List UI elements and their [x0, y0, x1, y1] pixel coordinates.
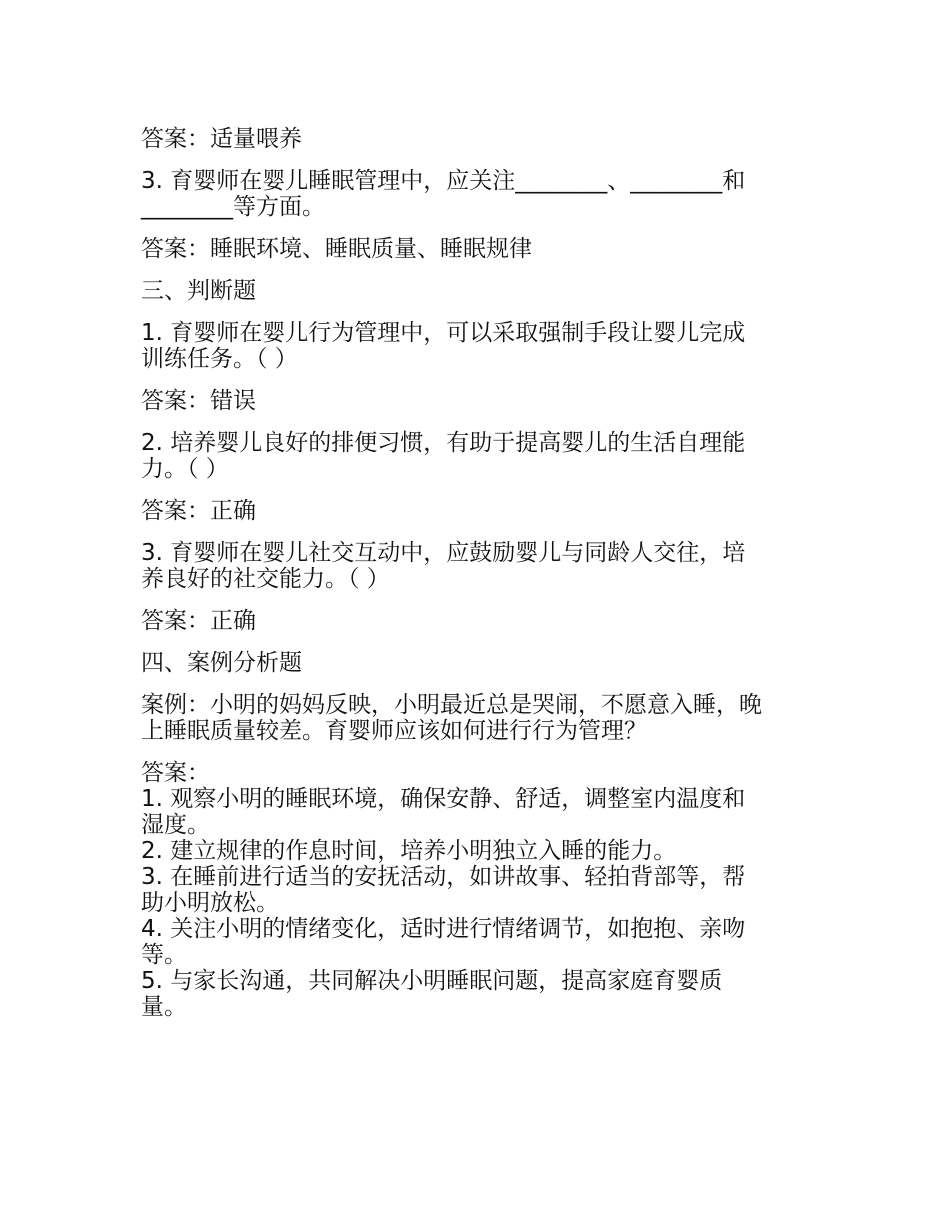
- previous-answer: [141, 126, 831, 152]
- case-answer: [141, 760, 831, 1020]
- question-line: 案例：小明的妈妈反映，小明最近总是哭闹，不愿意入睡，晚: [141, 692, 762, 718]
- document-page: [141, 126, 831, 1036]
- question-line: 3. 育婴师在婴儿睡眠管理中，应关注________、________和: [141, 168, 746, 194]
- answer-label: 答案：: [141, 760, 210, 786]
- answer-item: 等。: [141, 942, 187, 968]
- fill-question-3: [141, 168, 831, 220]
- judge-question-3: [141, 540, 831, 592]
- section-heading-case: [141, 650, 831, 676]
- question-line: 2. 培养婴儿良好的排便习惯，有助于提高婴儿的生活自理能: [141, 430, 746, 456]
- answer-item: 助小明放松。: [141, 890, 279, 916]
- answer-item: 4. 关注小明的情绪变化，适时进行情绪调节，如抱抱、亲吻: [141, 916, 746, 942]
- answer-text: 答案：正确: [141, 498, 256, 524]
- answer-item: 1. 观察小明的睡眠环境，确保安静、舒适，调整室内温度和: [141, 786, 746, 812]
- answer-item: 3. 在睡前进行适当的安抚活动，如讲故事、轻拍背部等，帮: [141, 864, 746, 890]
- answer-text: 答案：错误: [141, 388, 256, 414]
- answer-text: 答案：适量喂养: [141, 126, 302, 152]
- question-line: 训练任务。（ ）: [141, 346, 298, 372]
- answer-item: 湿度。: [141, 812, 210, 838]
- question-line: 养良好的社交能力。（ ）: [141, 566, 390, 592]
- answer-text: 答案：正确: [141, 608, 256, 634]
- judge-answer-1: [141, 388, 831, 414]
- judge-answer-3: [141, 608, 831, 634]
- section-title: 三、判断题: [141, 278, 256, 304]
- section-title: 四、案例分析题: [141, 650, 302, 676]
- judge-question-1: [141, 320, 831, 372]
- question-line: 力。（ ）: [141, 456, 229, 482]
- question-line: ________等方面。: [141, 194, 325, 220]
- question-line: 上睡眠质量较差。育婴师应该如何进行行为管理？: [141, 718, 647, 744]
- answer-text: 答案：睡眠环境、睡眠质量、睡眠规律: [141, 236, 532, 262]
- answer-item: 5. 与家长沟通，共同解决小明睡眠问题，提高家庭育婴质: [141, 968, 723, 994]
- case-question: [141, 692, 831, 744]
- fill-answer-3: [141, 236, 831, 262]
- answer-item: 量。: [141, 994, 187, 1020]
- judge-question-2: [141, 430, 831, 482]
- question-line: 3. 育婴师在婴儿社交互动中，应鼓励婴儿与同龄人交往，培: [141, 540, 746, 566]
- question-line: 1. 育婴师在婴儿行为管理中，可以采取强制手段让婴儿完成: [141, 320, 746, 346]
- answer-item: 2. 建立规律的作息时间，培养小明独立入睡的能力。: [141, 838, 677, 864]
- judge-answer-2: [141, 498, 831, 524]
- section-heading-judge: [141, 278, 831, 304]
